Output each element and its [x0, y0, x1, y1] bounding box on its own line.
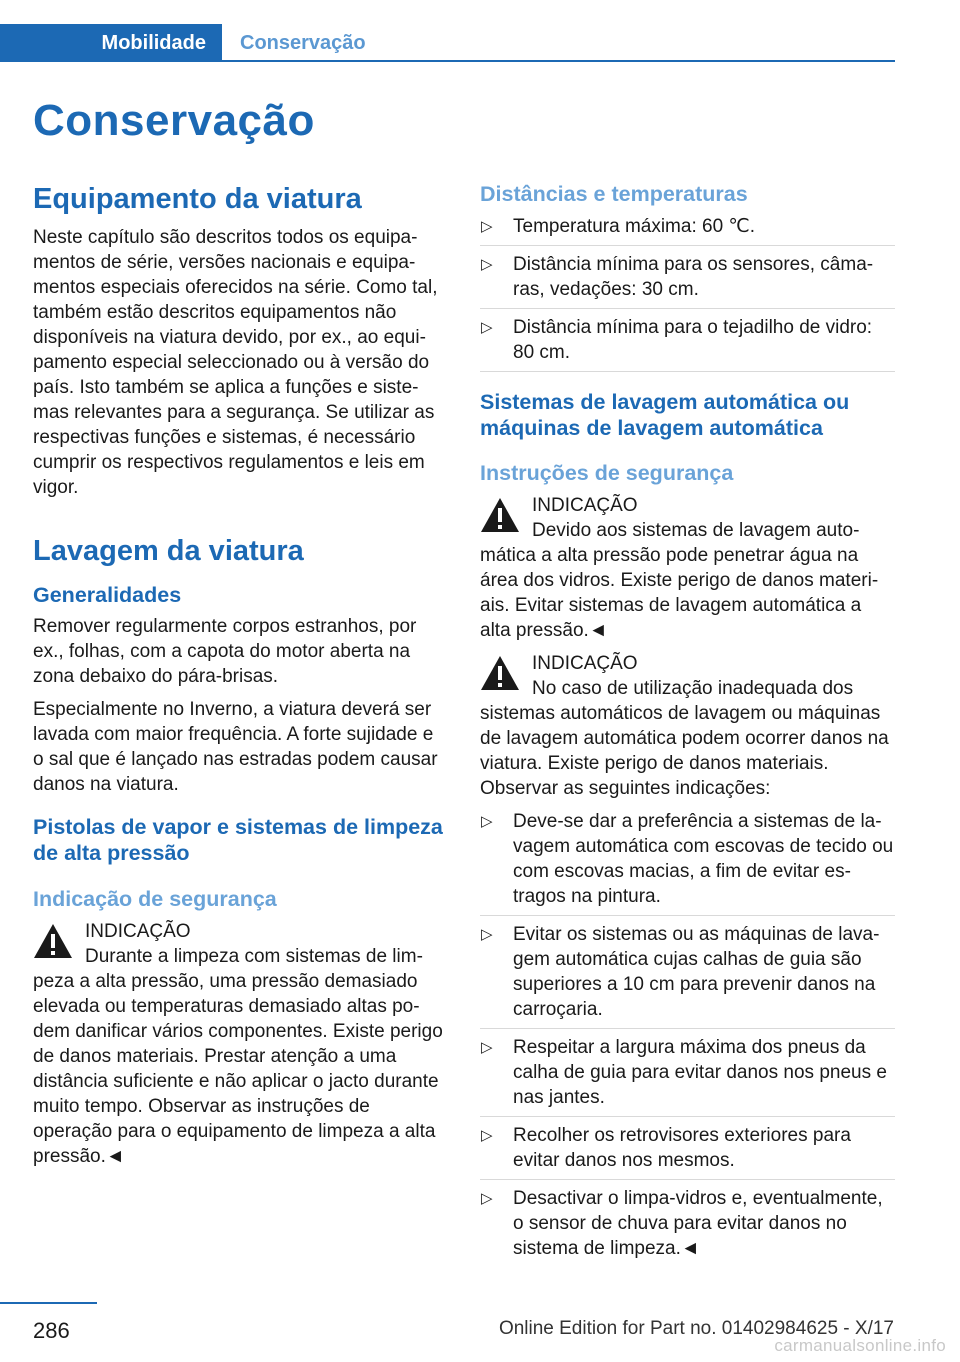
list-item: ▷ Evitar os sistemas ou as máquinas de lavagem automática cujas calhas de guia são superiores a 10 cm para prevenir danos na carroçaria.	[480, 922, 895, 1029]
equipamento-paragraph: Neste capítulo são descritos todos os equipamentos de série, versões nacionais e equipamentos especiais oferecidos na série. Como tal, também estão descritos equipamentos não disponíveis na viatura devido, por ex., ao equipamento especial seleccionado ou à versão do país. Isto também se aplica a funções e sistemas relevantes para a segurança. Se utilizar as respectivas funções e sistemas, é necessário cumprir os respectivos regulamentos e leis em vigor.	[33, 226, 438, 498]
warning-notice-1	[33, 919, 448, 1169]
generalidades-paragraph-2: Especialmente no Inverno, a viatura deverá ser lavada com maior frequência. A forte sujidade e o sal que é lançado nas estradas podem causar danos na viatura.	[33, 699, 438, 796]
tab-mobilidade[interactable]: Mobilidade	[0, 24, 222, 62]
triangle-right-icon: ▷	[481, 1039, 493, 1057]
list-item: ▷ Temperatura máxima: 60 ℃.	[480, 214, 895, 246]
list-item: ▷ Desactivar o limpa-vidros e, eventualmente, o sensor de chuva para evitar danos no sistema de limpeza.◄	[481, 1188, 883, 1260]
warning-text: No caso de utilização inadequada dos sistemas automáticos de lavagem ou máquinas de lavagem automática podem ocorrer danos na viatura. Existe perigo de danos materiais. Observar as seguintes indicações:	[480, 678, 889, 800]
lavagem-list	[480, 809, 895, 1267]
warning-text: Devido aos sistemas de lavagem automática a alta pressão pode penetrar água na área dos vidros. Existe perigo de danos materiais. Evitar sistemas de lavagem automática a alta pressão.◄	[480, 520, 879, 642]
list-item: ▷ Recolher os retrovisores exteriores para evitar danos nos mesmos.	[480, 1123, 895, 1180]
subheading-lavagem-automatica: Sistemas de lavagem automática ou máquinas de lavagem automática	[480, 389, 850, 440]
warning-notice-2	[480, 493, 895, 643]
section-title-equipamento: Equipamento da viatura	[33, 183, 362, 215]
triangle-right-icon: ▷	[481, 813, 493, 831]
page-number: 286	[33, 1318, 70, 1343]
triangle-right-icon: ▷	[481, 255, 493, 273]
triangle-right-icon: ▷	[481, 217, 493, 235]
watermark: carmanualsonline.info	[774, 1336, 946, 1355]
warning-triangle-icon	[480, 497, 520, 533]
warning-label: INDICAÇÃO	[85, 920, 191, 942]
subheading-indicacao: Indicação de segurança	[33, 886, 277, 911]
subheading-distancias: Distâncias e temperaturas	[480, 182, 748, 206]
list-item: ▷ Distância mínima para os sensores, câmaras, vedações: 30 cm.	[480, 252, 895, 309]
subheading-generalidades: Generalidades	[33, 582, 182, 607]
triangle-right-icon: ▷	[481, 318, 493, 336]
subheading-instrucoes: Instruções de segurança	[480, 461, 734, 486]
warning-label: INDICAÇÃO	[532, 495, 638, 517]
warning-notice-3	[480, 651, 895, 801]
right-column	[480, 182, 895, 1273]
edition-footer: Online Edition for Part no. 01402984625 - X/17	[498, 1318, 894, 1339]
triangle-right-icon: ▷	[481, 1127, 493, 1145]
tab-conservacao[interactable]: Conservação	[240, 32, 366, 54]
left-column	[33, 182, 448, 1177]
footer-rule	[0, 1302, 97, 1304]
tab-rule	[0, 60, 895, 62]
distancias-list	[480, 214, 895, 372]
list-item: ▷ Distância mínima para o tejadilho de vidro: 80 cm.	[480, 315, 895, 372]
warning-triangle-icon	[480, 655, 520, 691]
warning-text: Durante a limpeza com sistemas de limpeza a alta pressão, uma pressão demasiado elevada ou temperaturas demasiado altas podem danificar vários componentes. Existe perigo de danos materiais. Prestar atenção a uma distância suficiente e não aplicar o jacto durante muito tempo. Observar as instruções de operação para o equipamento de limpeza a alta pressão.◄	[33, 945, 443, 1167]
section-title-lavagem: Lavagem da viatura	[33, 534, 304, 567]
list-item: ▷ Deve-se dar a preferência a sistemas de lavagem automática com escovas de tecido ou com escovas macias, a fim de evitar estragos na pintura.	[480, 809, 895, 916]
chapter-title: Conservação	[33, 96, 315, 145]
tab-bar	[0, 24, 895, 62]
triangle-right-icon: ▷	[481, 926, 493, 944]
generalidades-paragraph-1: Remover regularmente corpos estranhos, por ex., folhas, com a capota do motor aberta na zona debaixo do pára-brisas.	[33, 616, 417, 688]
warning-triangle-icon	[33, 923, 73, 959]
subheading-pistolas: Pistolas de vapor e sistemas de limpeza de alta pressão	[33, 815, 443, 866]
triangle-right-icon: ▷	[481, 1190, 493, 1208]
warning-label: INDICAÇÃO	[532, 653, 638, 675]
list-item: ▷ Respeitar a largura máxima dos pneus da calha de guia para evitar danos nos pneus e nas jantes.	[480, 1035, 895, 1117]
